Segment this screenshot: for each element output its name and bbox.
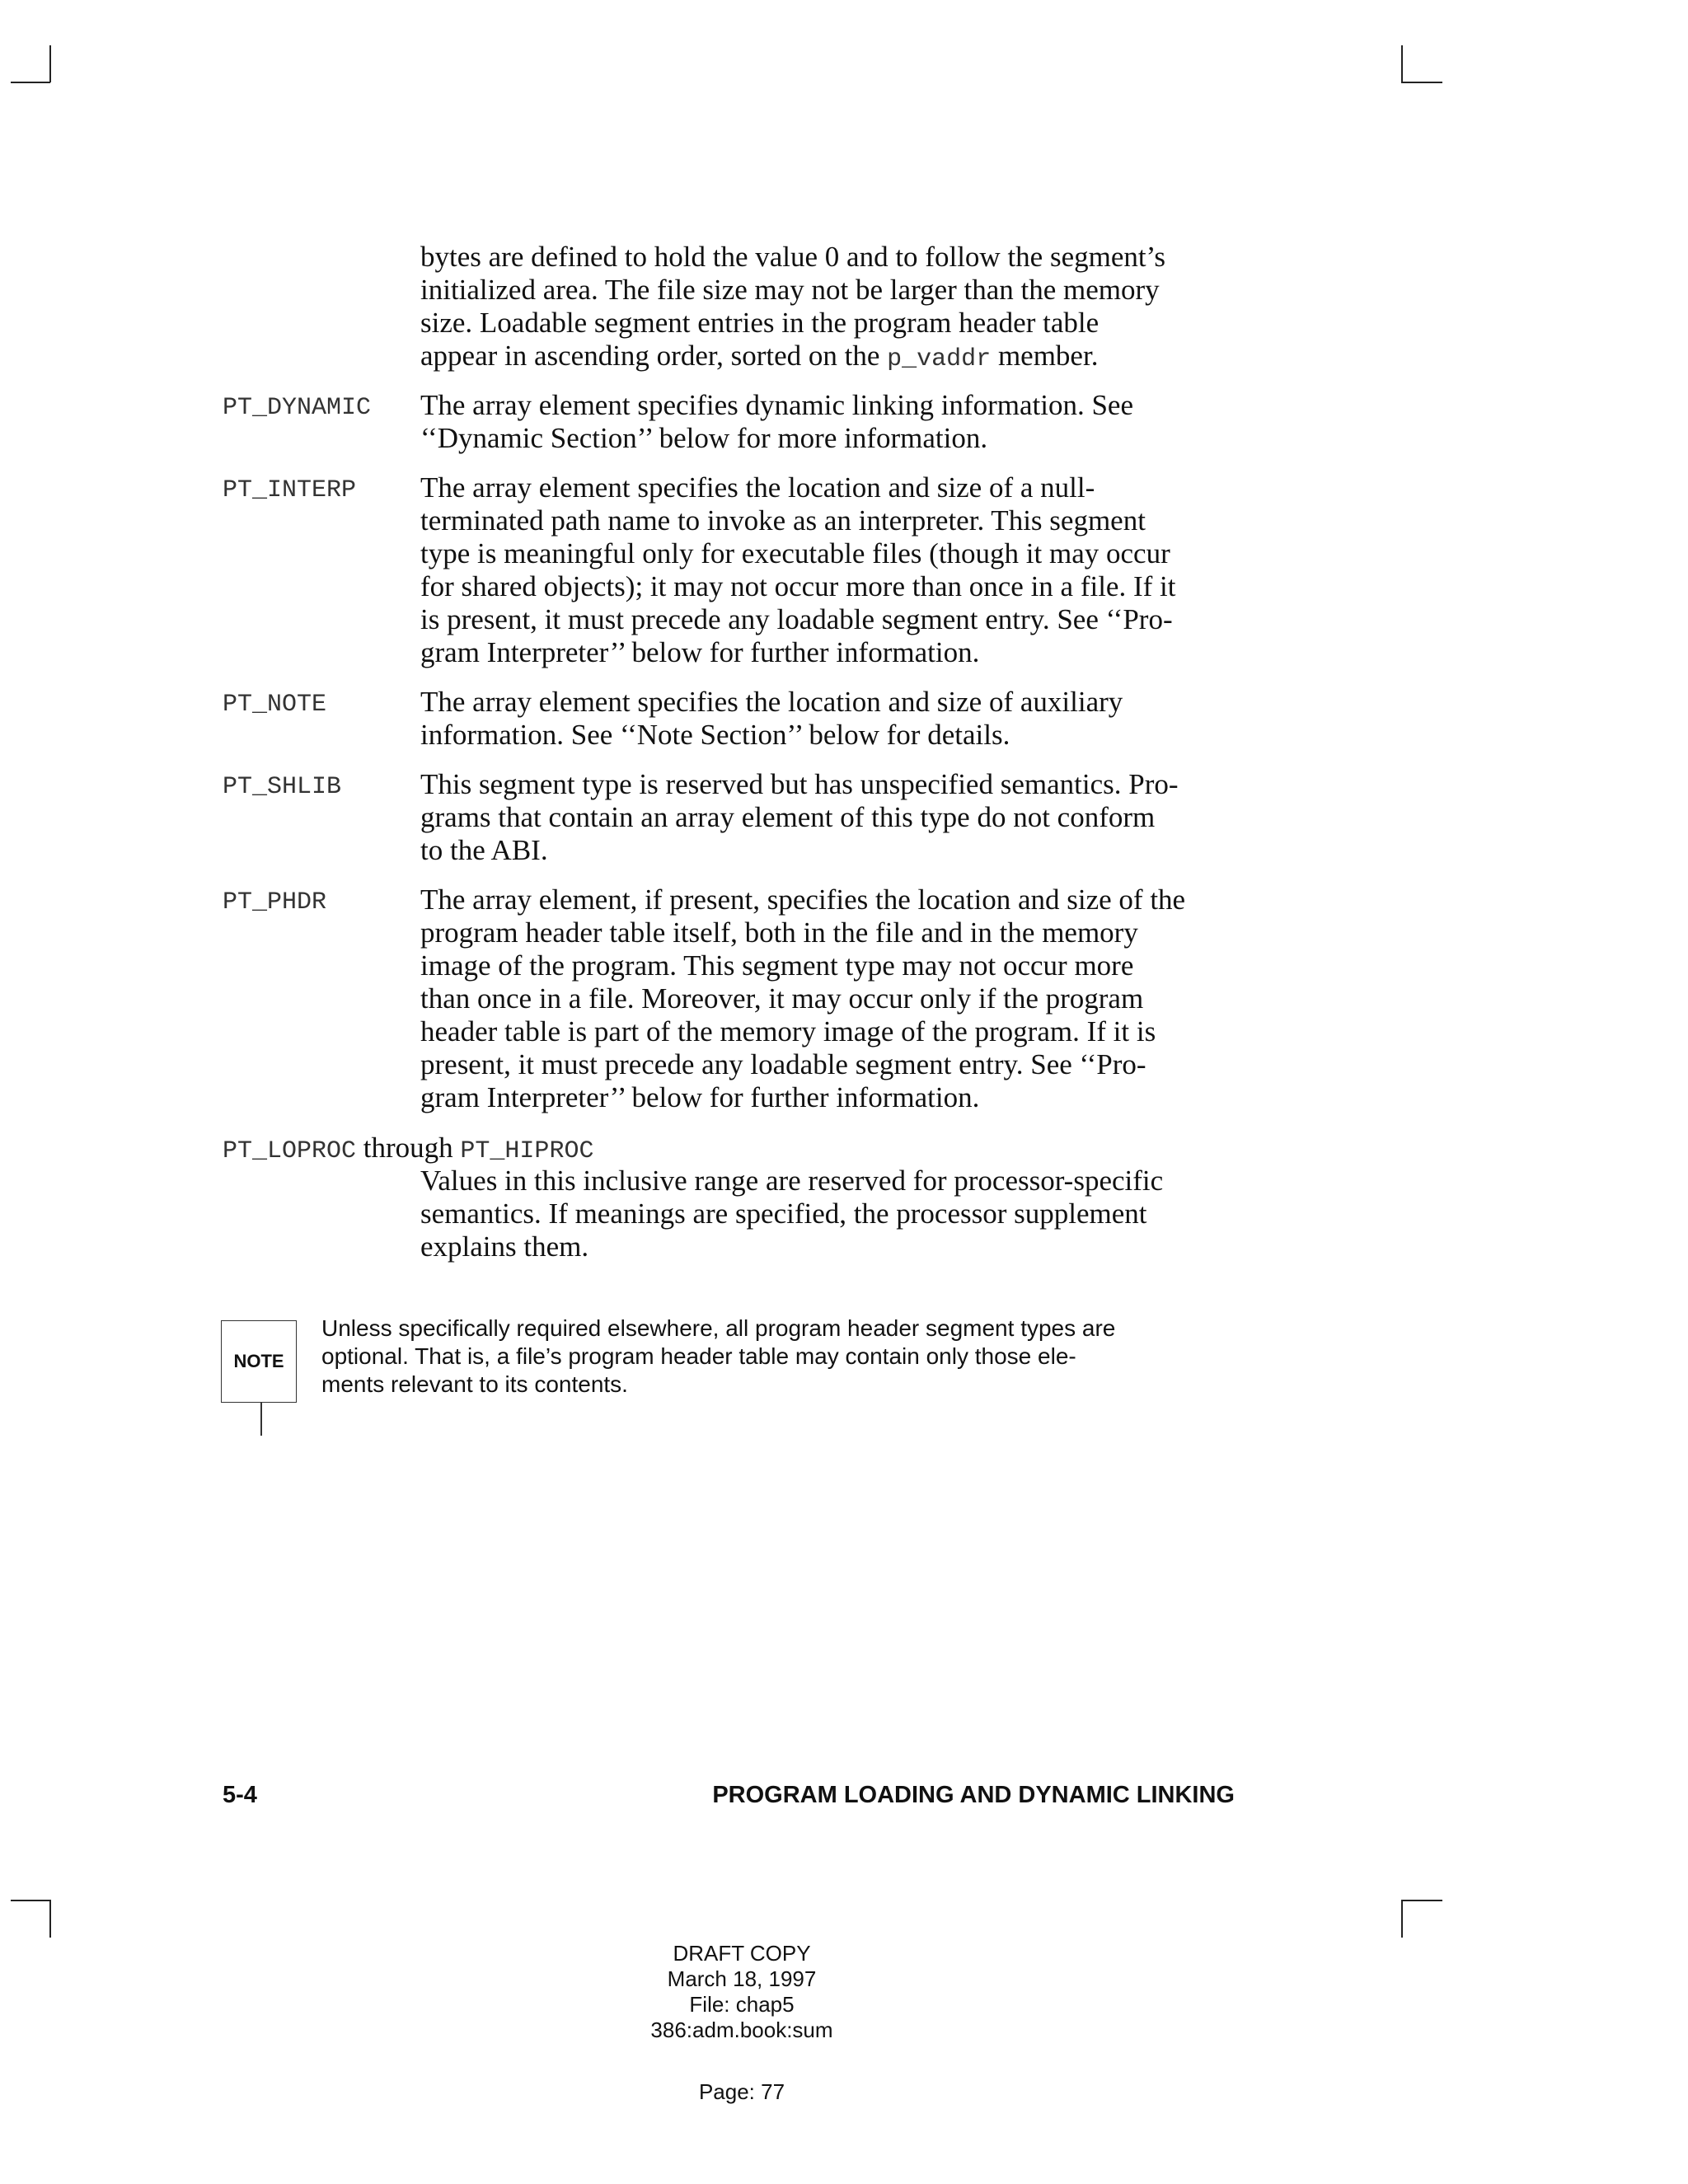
crop-mark-top-left-h (11, 82, 50, 83)
desc-pt-phdr: The array element, if present, specifies the location and size of the program header table itself, both in the file and in the memory image of the program. This segment type may not occur more than once in a file. Moreover, it may occur only if the program header table is part of the memory image of the program. If it is present, it must precede any loadable segment entry. See ‘‘Pro- gram Interpreter’’ below for further information. (420, 883, 1186, 1113)
term-pt-hiproc: PT_HIPROC (460, 1137, 594, 1165)
crop-mark-bottom-right-h (1401, 1900, 1442, 1901)
crop-mark-bottom-right-v (1401, 1900, 1403, 1938)
desc-pt-interp: The array element specifies the location and size of a null- terminated path name to invoke as an interpreter. This segment type is meaningful only for executable files (though it may occur for shared objects); it may not occur more than once in a file. If it is present, it must precede any loadable segment entry. See ‘‘Pro- gram Interpreter’’ below for further information. (420, 471, 1176, 668)
desc-pt-dynamic: The array element specifies dynamic linking information. See ‘‘Dynamic Section’’ below for more information. (420, 389, 1133, 454)
crop-mark-top-right-v (1401, 45, 1403, 82)
desc-pt-shlib: This segment type is reserved but has unspecified semantics. Pro- grams that contain an array element of this type do not conform to the ABI. (420, 768, 1179, 866)
note-tick-line (260, 1403, 262, 1436)
footer-chapter-title: PROGRAM LOADING AND DYNAMIC LINKING (712, 1782, 1235, 1808)
continuation-line: initialized area. The file size may not be larger than the memory (420, 274, 1160, 306)
draft-copy-block (577, 1941, 907, 2043)
draft-line: DRAFT COPY (673, 1941, 811, 1966)
term-pt-phdr: PT_PHDR (223, 888, 327, 916)
term-pt-interp: PT_INTERP (223, 476, 357, 504)
draft-file: File: chap5 (689, 1992, 795, 2017)
crop-mark-bottom-left-v (49, 1900, 51, 1938)
continuation-line: size. Loadable segment entries in the program header table (420, 307, 1100, 339)
continuation-line-last: appear in ascending order, sorted on the p_vaddr member. (420, 340, 1099, 373)
term-pt-note: PT_NOTE (223, 691, 327, 719)
term-pt-dynamic: PT_DYNAMIC (223, 394, 372, 422)
code-p-vaddr: p_vaddr (887, 345, 992, 373)
note-text: Unless specifically required elsewhere, all program header segment types are optional. That is, a file’s program header table may contain only those ele- ments relevant to its contents. (321, 1315, 1116, 1397)
term-pt-loproc: PT_LOPROC (223, 1137, 357, 1165)
draft-date: March 18, 1997 (667, 1966, 817, 1991)
term-range-loproc-hiproc: PT_LOPROC through PT_HIPROC (223, 1132, 594, 1165)
term-pt-shlib: PT_SHLIB (223, 773, 342, 801)
continuation-line: bytes are defined to hold the value 0 and to follow the segment’s (420, 241, 1165, 273)
note-label: NOTE (233, 1351, 284, 1371)
draft-page-number: Page: 77 (698, 2079, 785, 2104)
crop-mark-top-right-h (1401, 82, 1442, 83)
footer-page-number: 5-4 (223, 1782, 257, 1808)
draft-book: 386:adm.book:sum (650, 2018, 833, 2042)
desc-pt-note: The array element specifies the location and size of auxiliary information. See ‘‘Note Section’’ below for details. (420, 686, 1123, 751)
note-label-box (221, 1320, 297, 1403)
crop-mark-bottom-left-h (11, 1900, 50, 1901)
continuation-paragraph (420, 241, 1236, 376)
crop-mark-top-left-v (49, 45, 51, 82)
desc-range: Values in this inclusive range are reserved for processor-specific semantics. If meanings are specified, the processor supplement explains them. (420, 1165, 1164, 1263)
